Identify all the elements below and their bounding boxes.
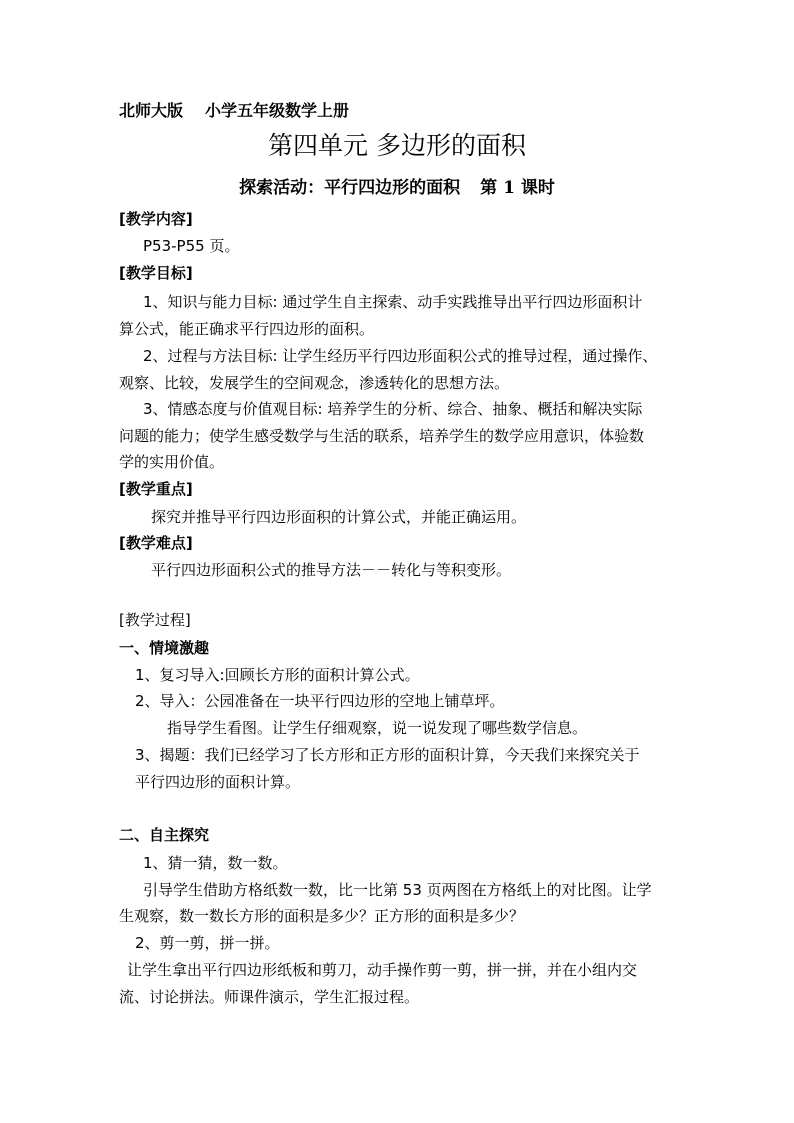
key-points-text: 探究并推导平行四边形面积的计算公式，并能正确运用。	[151, 508, 527, 526]
part-2-step-2-line-2: 流、讨论拼法。师课件演示，学生汇报过程。	[119, 988, 420, 1006]
part-2-heading: 二、自主探究	[119, 826, 210, 844]
content-pages: P53-P55 页。	[143, 237, 240, 255]
part-2-step-1-line-2: 生观察，数一数长方形的面积是多少？正方形的面积是多少？	[119, 907, 525, 925]
part-2-step-2-line-1: 让学生拿出平行四边形纸板和剪刀，动手操作剪一剪，拼一拼，并在小组内交	[127, 961, 638, 979]
part-1-step-2: 2、导入：公园准备在一块平行四边形的空地上铺草坪。	[135, 692, 505, 710]
part-2-step-1-line-1: 引导学生借助方格纸数一数，比一比第 53 页两图在方格纸上的对比图。让学	[143, 881, 652, 899]
objective-3-line-2: 问题的能力；使学生感受数学与生活的联系，培养学生的数学应用意识，体验数	[119, 427, 645, 445]
lesson-title-line	[0, 176, 794, 200]
part-2-step-2: 2、剪一剪，拼一拼。	[135, 934, 280, 952]
section-heading-objectives: [教学目标]	[119, 264, 193, 282]
objective-2-line-2: 观察、比较，发展学生的空间观念，渗透转化的思想方法。	[119, 374, 510, 392]
unit-title: 第四单元 多边形的面积	[268, 131, 526, 160]
part-2-step-1: 1、猜一猜，数一数。	[143, 854, 288, 872]
part-1-heading: 一、情境激趣	[119, 639, 210, 657]
section-heading-content: [教学内容]	[119, 210, 193, 228]
lesson-title: 探索活动：平行四边形的面积	[239, 178, 461, 198]
lesson-period: 第 1 课时	[480, 178, 555, 198]
section-heading-difficulties: [教学难点]	[119, 534, 193, 552]
objective-3-line-3: 学的实用价值。	[119, 453, 225, 471]
part-1-step-1: 1、复习导入:回顾长方形的面积计算公式。	[135, 666, 420, 684]
publisher-header	[119, 101, 349, 121]
objective-1-line-1: 1、知识与能力目标: 通过学生自主探索、动手实践推导出平行四边形面积计	[143, 293, 643, 311]
objective-2-line-1: 2、过程与方法目标: 让学生经历平行四边形面积公式的推导过程，通过操作、	[143, 347, 658, 365]
part-1-step-3-line-1: 3、揭题：我们已经学习了长方形和正方形的面积计算，今天我们来探究关于	[135, 746, 640, 764]
part-1-step-3-line-2: 平行四边形的面积计算。	[135, 773, 301, 791]
grade-book: 小学五年级数学上册	[205, 101, 350, 120]
publisher-name: 北师大版	[119, 101, 184, 120]
section-heading-key-points: [教学重点]	[119, 480, 193, 498]
part-1-step-2-sub: 指导学生看图。让学生仔细观察，说一说发现了哪些数学信息。	[167, 719, 588, 737]
difficulties-text: 平行四边形面积公式的推导方法－－转化与等积变形。	[151, 561, 512, 579]
objective-3-line-1: 3、情感态度与价值观目标: 培养学生的分析、综合、抽象、概括和解决实际	[143, 400, 643, 418]
objective-1-line-2: 算公式，能正确求平行四边形的面积。	[119, 320, 375, 338]
section-heading-process: [教学过程]	[119, 611, 191, 629]
